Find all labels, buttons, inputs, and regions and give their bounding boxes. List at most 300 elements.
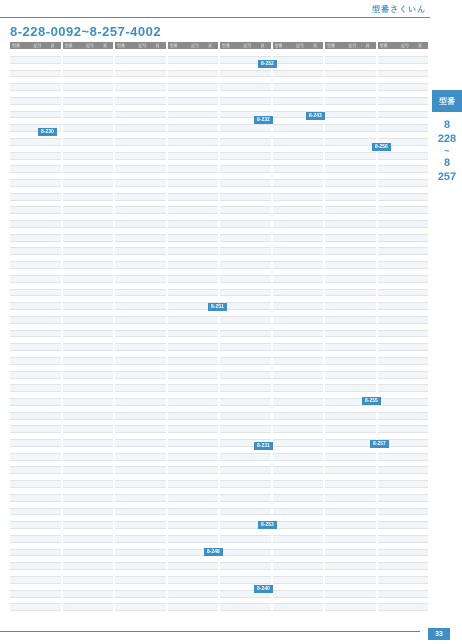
table-row — [63, 344, 114, 351]
table-cell — [241, 201, 255, 207]
table-cell — [136, 337, 150, 343]
table-cell — [188, 433, 202, 439]
table-cell — [63, 125, 84, 131]
table-cell — [115, 392, 136, 398]
table-cell — [136, 392, 150, 398]
table-row — [325, 331, 376, 338]
table-cell — [10, 372, 31, 378]
table-row — [378, 509, 429, 516]
table-cell — [325, 242, 346, 248]
table-cell — [378, 344, 399, 350]
table-row — [10, 522, 61, 529]
table-cell — [136, 399, 150, 405]
table-cell — [220, 420, 241, 426]
table-cell — [115, 166, 136, 172]
table-cell — [273, 262, 294, 268]
table-cell — [63, 235, 84, 241]
table-cell — [188, 344, 202, 350]
table-cell — [255, 303, 271, 309]
table-cell — [168, 290, 189, 296]
table-cell — [97, 358, 113, 364]
table-cell — [150, 591, 166, 597]
table-cell — [202, 420, 218, 426]
table-row — [168, 98, 219, 105]
table-row — [220, 290, 271, 297]
table-row — [63, 440, 114, 447]
table-cell — [307, 372, 323, 378]
table-cell — [97, 529, 113, 535]
table-cell — [346, 344, 360, 350]
table-row — [10, 474, 61, 481]
table-cell — [378, 98, 399, 104]
table-cell — [255, 351, 271, 357]
page-number: 33 — [428, 628, 450, 640]
table-row — [325, 604, 376, 611]
table-cell — [307, 91, 323, 97]
table-cell — [293, 139, 307, 145]
table-cell — [150, 406, 166, 412]
table-cell — [346, 488, 360, 494]
table-cell — [31, 502, 45, 508]
table-cell — [360, 166, 376, 172]
table-cell — [188, 77, 202, 83]
table-cell — [220, 385, 241, 391]
table-cell — [273, 392, 294, 398]
table-row — [273, 426, 324, 433]
table-cell — [241, 283, 255, 289]
table-cell — [45, 481, 61, 487]
table-row — [273, 406, 324, 413]
table-row — [63, 337, 114, 344]
table-cell — [307, 577, 323, 583]
column-header — [63, 42, 114, 49]
table-cell — [360, 214, 376, 220]
table-row — [220, 228, 271, 235]
table-cell — [10, 64, 31, 70]
table-cell — [220, 160, 241, 166]
table-cell — [360, 550, 376, 556]
table-row — [273, 303, 324, 310]
table-cell — [346, 577, 360, 583]
table-cell — [220, 543, 241, 549]
table-row — [168, 324, 219, 331]
table-cell — [63, 112, 84, 118]
table-cell — [150, 118, 166, 124]
table-cell — [241, 577, 255, 583]
table-cell — [150, 166, 166, 172]
table-row — [168, 57, 219, 64]
table-row — [273, 536, 324, 543]
table-cell — [188, 290, 202, 296]
table-cell — [325, 406, 346, 412]
table-cell — [241, 242, 255, 248]
table-row — [378, 50, 429, 57]
table-cell — [273, 77, 294, 83]
table-cell — [31, 207, 45, 213]
table-cell — [168, 447, 189, 453]
table-cell — [325, 385, 346, 391]
table-cell — [10, 296, 31, 302]
table-cell — [241, 481, 255, 487]
table-row — [115, 125, 166, 132]
table-row — [325, 276, 376, 283]
table-cell — [202, 296, 218, 302]
table-cell — [220, 351, 241, 357]
table-cell — [307, 276, 323, 282]
table-cell — [188, 132, 202, 138]
table-cell — [63, 91, 84, 97]
table-row — [220, 536, 271, 543]
table-row — [273, 105, 324, 112]
table-cell — [136, 522, 150, 528]
top-rule — [0, 17, 430, 18]
table-cell — [307, 207, 323, 213]
table-cell — [10, 77, 31, 83]
table-cell — [220, 495, 241, 501]
table-cell — [31, 515, 45, 521]
table-row — [378, 495, 429, 502]
table-cell — [202, 502, 218, 508]
table-row — [273, 228, 324, 235]
table-cell — [412, 543, 428, 549]
table-cell — [10, 290, 31, 296]
table-cell — [168, 324, 189, 330]
table-cell — [31, 71, 45, 77]
table-row — [10, 413, 61, 420]
table-row — [10, 570, 61, 577]
table-cell — [220, 392, 241, 398]
table-cell — [360, 242, 376, 248]
table-cell — [188, 303, 202, 309]
block-tag: 8-251 — [208, 303, 227, 311]
table-cell — [412, 303, 428, 309]
table-cell — [378, 461, 399, 467]
table-cell — [378, 331, 399, 337]
table-cell — [293, 173, 307, 179]
table-cell — [136, 474, 150, 480]
table-cell — [63, 166, 84, 172]
table-cell — [202, 283, 218, 289]
table-cell — [97, 365, 113, 371]
table-row — [378, 461, 429, 468]
table-cell — [10, 146, 31, 152]
table-cell — [115, 255, 136, 261]
table-row — [325, 201, 376, 208]
table-cell — [273, 221, 294, 227]
table-cell — [325, 235, 346, 241]
table-row — [325, 91, 376, 98]
table-cell — [168, 125, 189, 131]
table-cell — [241, 426, 255, 432]
table-cell — [273, 509, 294, 515]
table-cell — [255, 153, 271, 159]
table-cell — [398, 84, 412, 90]
table-cell — [202, 467, 218, 473]
table-cell — [31, 91, 45, 97]
table-cell — [136, 406, 150, 412]
table-row — [10, 331, 61, 338]
table-cell — [241, 276, 255, 282]
table-row — [220, 303, 271, 310]
table-cell — [202, 317, 218, 323]
table-cell — [412, 166, 428, 172]
table-cell — [45, 461, 61, 467]
table-cell — [293, 187, 307, 193]
table-cell — [220, 207, 241, 213]
table-row — [10, 84, 61, 91]
table-cell — [273, 228, 294, 234]
table-cell — [31, 290, 45, 296]
table-cell — [168, 98, 189, 104]
table-cell — [325, 221, 346, 227]
table-row — [10, 536, 61, 543]
table-cell — [188, 447, 202, 453]
table-cell — [150, 481, 166, 487]
table-cell — [83, 201, 97, 207]
table-cell — [115, 509, 136, 515]
table-cell — [150, 146, 166, 152]
table-cell — [220, 290, 241, 296]
table-cell — [346, 118, 360, 124]
table-cell — [346, 310, 360, 316]
table-cell — [168, 235, 189, 241]
table-cell — [293, 461, 307, 467]
table-cell — [412, 365, 428, 371]
table-row — [378, 228, 429, 235]
table-cell — [150, 112, 166, 118]
table-row — [378, 358, 429, 365]
table-row — [168, 604, 219, 611]
table-row — [273, 153, 324, 160]
table-cell — [97, 379, 113, 385]
table-row — [115, 146, 166, 153]
table-row — [325, 529, 376, 536]
table-cell — [168, 296, 189, 302]
table-cell — [188, 467, 202, 473]
table-row — [325, 351, 376, 358]
table-cell — [150, 598, 166, 604]
table-cell — [307, 515, 323, 521]
table-row — [63, 118, 114, 125]
table-cell — [378, 296, 399, 302]
table-cell — [188, 235, 202, 241]
table-cell — [136, 543, 150, 549]
table-cell — [378, 372, 399, 378]
table-cell — [63, 105, 84, 111]
table-row — [63, 310, 114, 317]
table-row — [115, 242, 166, 249]
table-cell — [255, 358, 271, 364]
table-cell — [360, 529, 376, 535]
table-row — [10, 385, 61, 392]
table-row — [273, 187, 324, 194]
table-cell — [83, 522, 97, 528]
table-cell — [398, 481, 412, 487]
table-row — [325, 467, 376, 474]
table-row — [273, 550, 324, 557]
table-cell — [412, 71, 428, 77]
table-cell — [378, 529, 399, 535]
table-cell — [83, 372, 97, 378]
table-cell — [325, 522, 346, 528]
table-cell — [202, 365, 218, 371]
table-row — [168, 207, 219, 214]
table-cell — [202, 146, 218, 152]
side-tab[interactable]: 型番 — [432, 90, 462, 112]
table-cell — [202, 488, 218, 494]
table-cell — [202, 454, 218, 460]
table-cell — [346, 591, 360, 597]
table-cell — [378, 180, 399, 186]
table-cell — [97, 474, 113, 480]
table-row — [10, 515, 61, 522]
table-cell — [31, 331, 45, 337]
table-cell — [412, 194, 428, 200]
table-cell — [136, 201, 150, 207]
table-row — [273, 283, 324, 290]
table-row — [63, 139, 114, 146]
table-cell — [168, 71, 189, 77]
table-cell — [220, 522, 241, 528]
table-cell — [255, 420, 271, 426]
table-cell — [255, 604, 271, 610]
table-cell — [150, 180, 166, 186]
table-row — [63, 604, 114, 611]
table-cell — [136, 563, 150, 569]
table-cell — [31, 372, 45, 378]
table-row — [63, 399, 114, 406]
table-row — [10, 153, 61, 160]
table-cell — [97, 84, 113, 90]
table-cell — [293, 310, 307, 316]
table-row — [325, 296, 376, 303]
table-row — [63, 180, 114, 187]
table-cell — [378, 420, 399, 426]
table-cell — [293, 515, 307, 521]
column-header-page: 頁 — [155, 42, 160, 48]
table-row — [115, 461, 166, 468]
table-cell — [45, 351, 61, 357]
table-cell — [136, 447, 150, 453]
table-row — [115, 522, 166, 529]
table-cell — [45, 522, 61, 528]
table-row — [325, 146, 376, 153]
column-header-page: 頁 — [313, 42, 317, 48]
side-range-line: 228 — [437, 133, 457, 145]
column-header-code: 記号 — [243, 42, 252, 48]
table-cell — [378, 57, 399, 63]
table-cell — [378, 153, 399, 159]
table-row — [220, 426, 271, 433]
table-row — [63, 420, 114, 427]
table-row — [10, 255, 61, 262]
table-cell — [360, 502, 376, 508]
table-cell — [45, 290, 61, 296]
table-cell — [83, 529, 97, 535]
table-cell — [202, 84, 218, 90]
table-cell — [136, 556, 150, 562]
table-row — [63, 522, 114, 529]
table-row — [115, 563, 166, 570]
table-cell — [293, 324, 307, 330]
table-cell — [45, 529, 61, 535]
table-row — [168, 529, 219, 536]
table-row — [10, 118, 61, 125]
table-cell — [307, 146, 323, 152]
table-cell — [150, 358, 166, 364]
table-cell — [63, 187, 84, 193]
table-cell — [63, 262, 84, 268]
table-cell — [188, 604, 202, 610]
table-row — [378, 118, 429, 125]
table-cell — [31, 235, 45, 241]
table-cell — [136, 385, 150, 391]
table-row — [168, 77, 219, 84]
table-cell — [360, 351, 376, 357]
table-cell — [83, 228, 97, 234]
table-cell — [63, 543, 84, 549]
table-cell — [168, 413, 189, 419]
table-cell — [136, 413, 150, 419]
table-cell — [136, 598, 150, 604]
table-row — [220, 269, 271, 276]
table-cell — [255, 536, 271, 542]
table-cell — [325, 474, 346, 480]
table-cell — [273, 474, 294, 480]
table-cell — [188, 262, 202, 268]
table-cell — [293, 269, 307, 275]
table-cell — [220, 563, 241, 569]
table-row — [378, 474, 429, 481]
table-cell — [378, 201, 399, 207]
table-cell — [63, 269, 84, 275]
table-cell — [188, 372, 202, 378]
table-cell — [115, 112, 136, 118]
table-cell — [220, 228, 241, 234]
table-cell — [412, 399, 428, 405]
table-cell — [83, 447, 97, 453]
table-cell — [255, 488, 271, 494]
table-cell — [307, 269, 323, 275]
table-cell — [346, 379, 360, 385]
table-cell — [360, 406, 376, 412]
table-cell — [10, 413, 31, 419]
table-cell — [360, 180, 376, 186]
table-row — [168, 440, 219, 447]
table-cell — [307, 290, 323, 296]
table-cell — [378, 550, 399, 556]
table-cell — [241, 365, 255, 371]
table-cell — [83, 153, 97, 159]
table-cell — [273, 440, 294, 446]
table-cell — [45, 550, 61, 556]
table-cell — [293, 522, 307, 528]
table-row — [63, 248, 114, 255]
table-row — [63, 563, 114, 570]
table-cell — [220, 248, 241, 254]
table-cell — [202, 563, 218, 569]
table-cell — [10, 495, 31, 501]
table-cell — [136, 180, 150, 186]
table-cell — [115, 502, 136, 508]
table-cell — [150, 262, 166, 268]
table-cell — [63, 426, 84, 432]
range-header: 8-228-0092~8-257-4002 — [10, 24, 162, 39]
table-cell — [293, 166, 307, 172]
table-row — [10, 146, 61, 153]
table-cell — [325, 255, 346, 261]
table-row — [168, 481, 219, 488]
